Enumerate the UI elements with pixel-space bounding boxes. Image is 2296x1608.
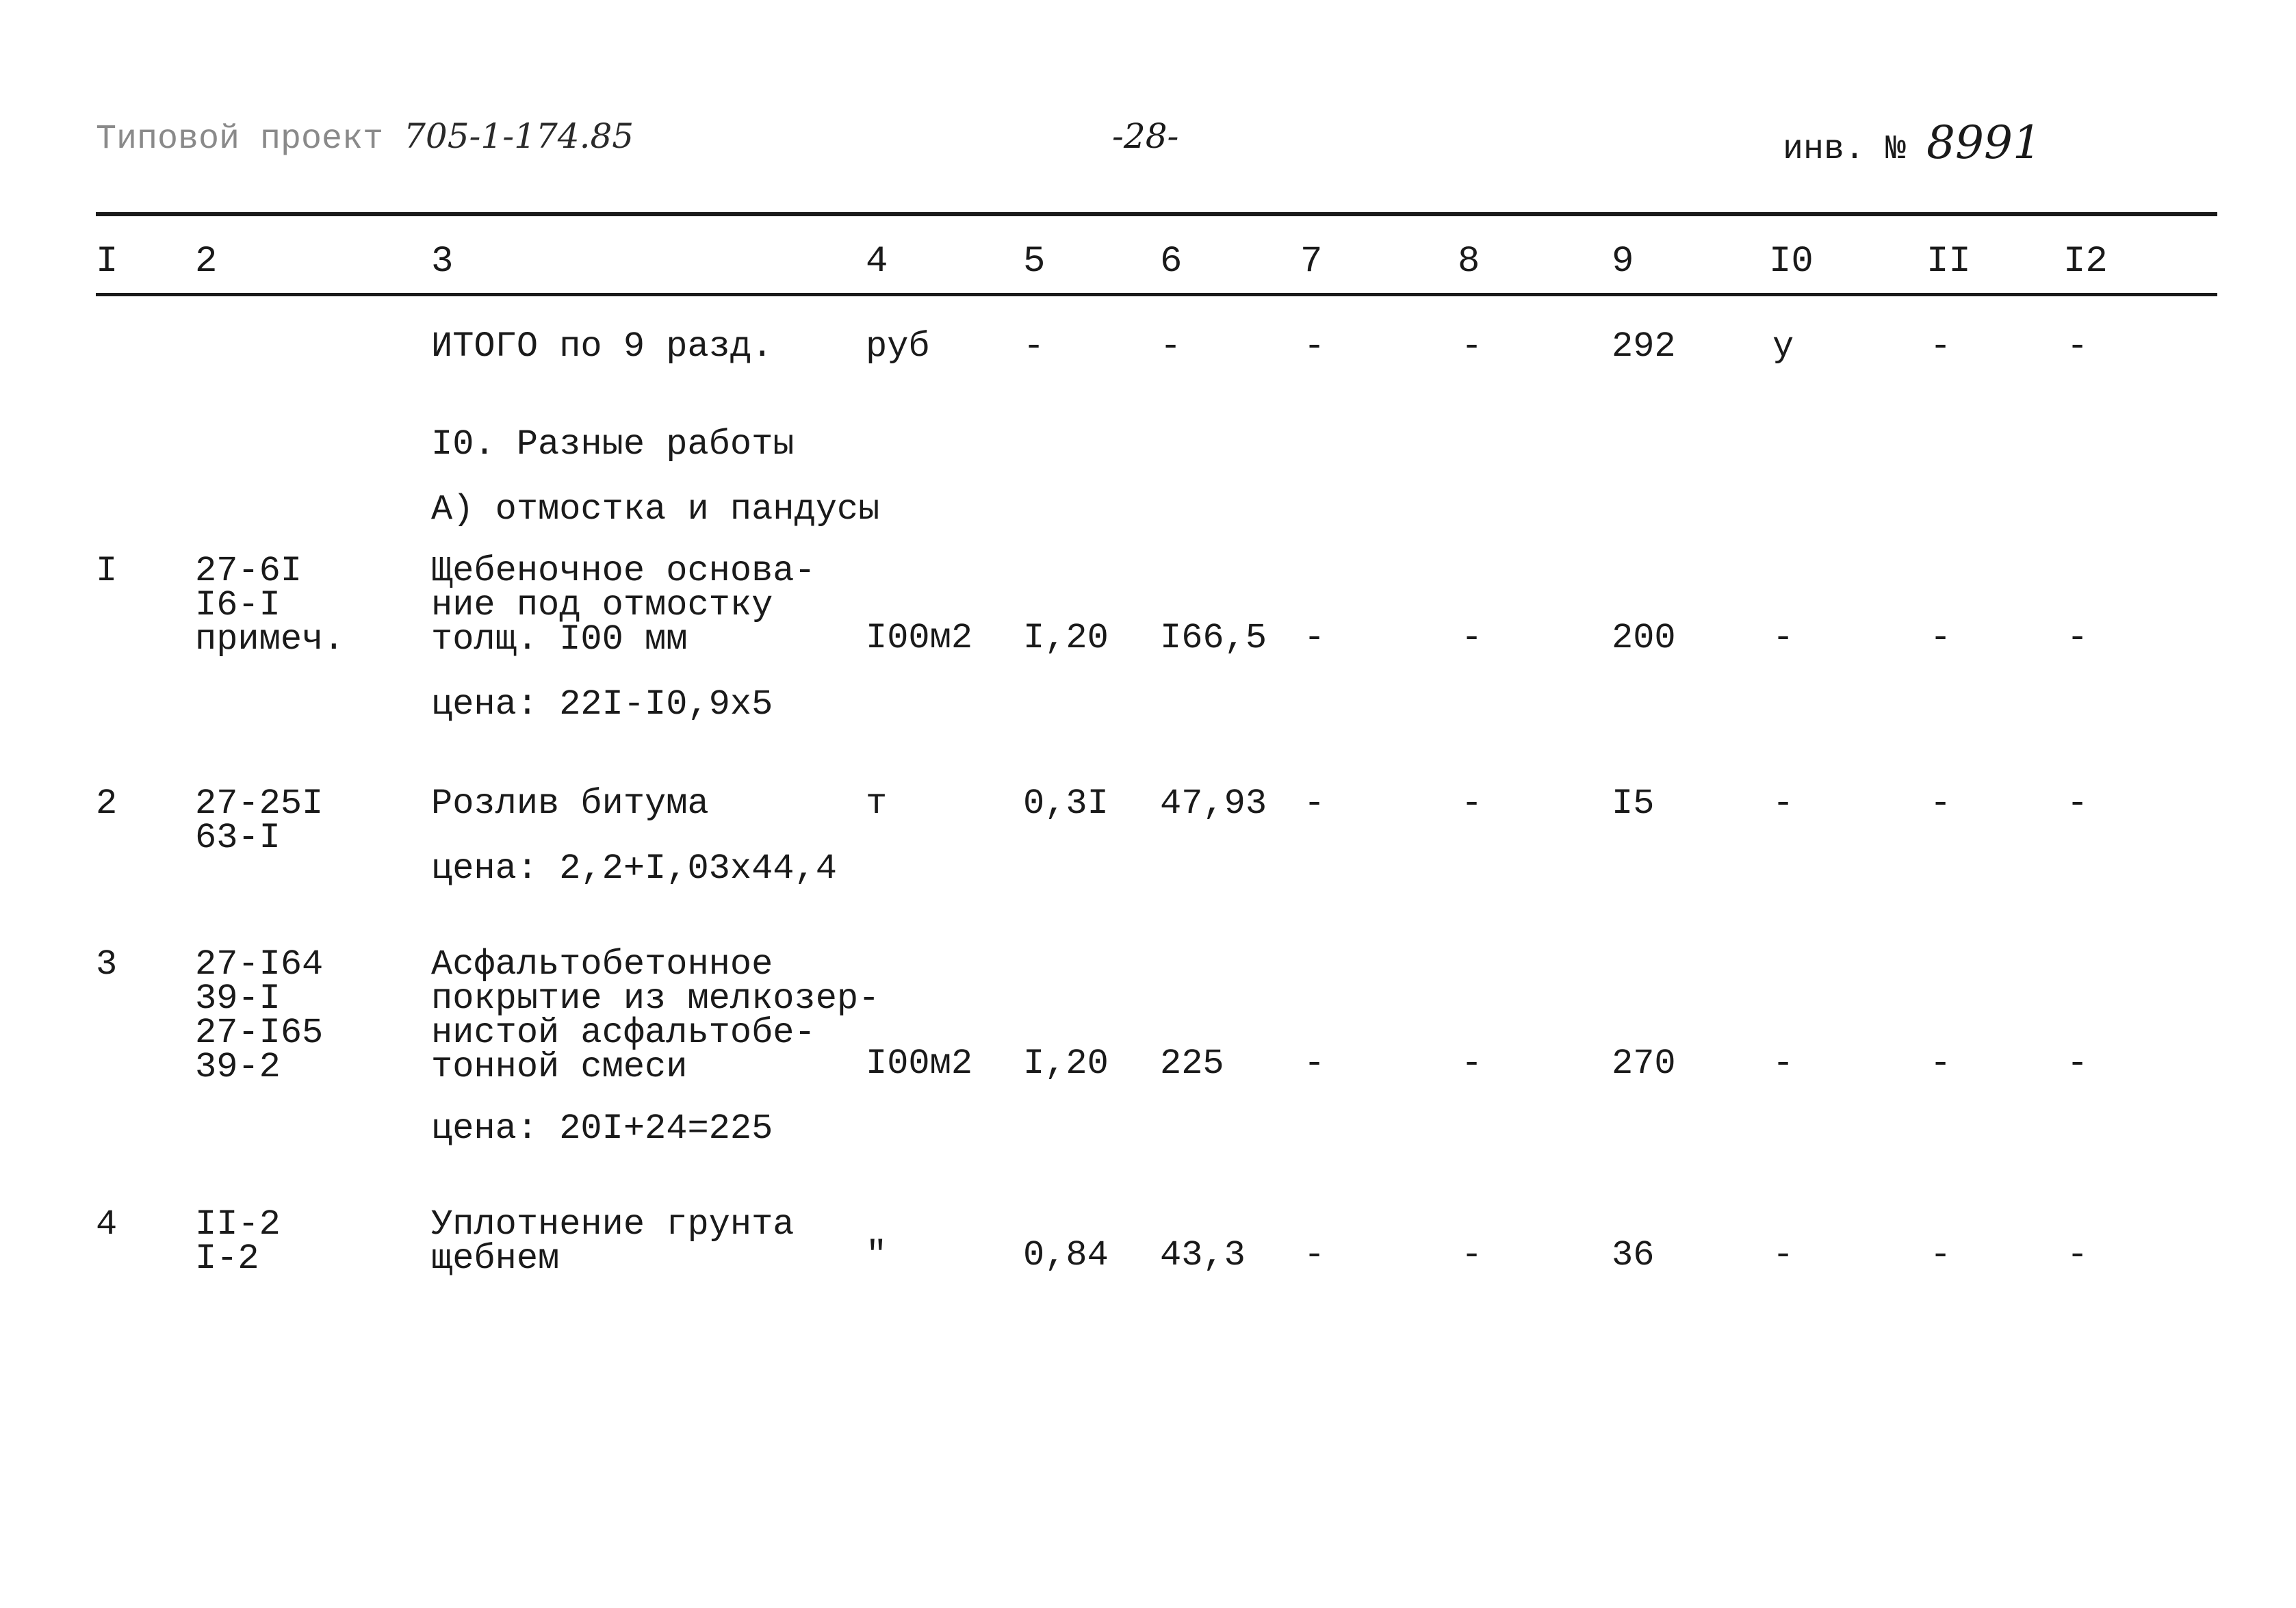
row-quantity: 0,84: [1023, 1235, 1109, 1275]
row-col12: -: [2067, 618, 2089, 658]
row-col9: 200: [1612, 618, 1676, 658]
row-price-note: цена: 2,2+I,03х44,4: [431, 848, 837, 889]
column-number-7: 7: [1300, 241, 1323, 283]
inventory-block: [1783, 116, 2041, 169]
row-code: 27-25I 63-I: [195, 783, 324, 858]
row-number: 3: [96, 944, 118, 985]
column-number-11: II: [1926, 241, 1971, 283]
row-col9: I5: [1612, 783, 1655, 824]
row-price: 47,93: [1160, 783, 1267, 824]
column-number-2: 2: [195, 241, 218, 283]
inventory-label: инв. №: [1783, 130, 1907, 169]
column-number-5: 5: [1023, 241, 1046, 283]
total-col6: -: [1160, 326, 1182, 367]
total-col8: -: [1461, 326, 1483, 367]
column-number-10: I0: [1769, 241, 1814, 283]
row-work-name: Щебеночное основа- ние под отмостку толщ. I00 мм: [431, 551, 816, 660]
row-code: II-2 I-2: [195, 1204, 281, 1279]
row-price: I66,5: [1160, 618, 1267, 658]
row-work-name: Асфальтобетонное покрытие из мелкозер- нистой асфальтобе- тонной смеси: [431, 944, 880, 1087]
row-col10: -: [1772, 618, 1794, 658]
project-number: 705-1-174.85: [404, 116, 634, 156]
row-col7: -: [1304, 1235, 1326, 1275]
table-top-rule: [96, 212, 2217, 216]
total-unit: руб: [866, 326, 930, 367]
column-number-4: 4: [866, 241, 888, 283]
row-col12: -: [2067, 1235, 2089, 1275]
total-col9: 292: [1612, 326, 1676, 367]
row-col8: -: [1461, 1235, 1483, 1275]
row-price-note: цена: 22I-I0,9х5: [431, 684, 773, 725]
column-number-3: 3: [431, 241, 454, 283]
row-col8: -: [1461, 618, 1483, 658]
row-number: 4: [96, 1204, 118, 1245]
page-number: -28-: [1112, 116, 1179, 156]
total-col5: -: [1023, 326, 1045, 367]
total-col7: -: [1304, 326, 1326, 367]
row-col9: 270: [1612, 1043, 1676, 1084]
row-col11: -: [1930, 783, 1952, 824]
row-code: 27-I64 39-I 27-I65 39-2: [195, 944, 324, 1087]
row-number: I: [96, 551, 118, 591]
row-col11: -: [1930, 1235, 1952, 1275]
row-col10: -: [1772, 1043, 1794, 1084]
total-col10: у: [1772, 326, 1794, 367]
project-label: Типовой проект: [96, 120, 384, 159]
row-price-note: цена: 20I+24=225: [431, 1108, 773, 1149]
section10-title: I0. Разные работы: [431, 424, 795, 465]
row-unit: т: [866, 783, 888, 824]
row-price: 225: [1160, 1043, 1224, 1084]
column-number-6: 6: [1160, 241, 1183, 283]
row-unit: I00м2: [866, 1043, 973, 1084]
row-col9: 36: [1612, 1235, 1655, 1275]
row-code: 27-6I I6-I примеч.: [195, 551, 345, 660]
row-col11: -: [1930, 1043, 1952, 1084]
subsection-title: А) отмостка и пандусы: [431, 489, 880, 530]
row-col8: -: [1461, 1043, 1483, 1084]
row-col7: -: [1304, 1043, 1326, 1084]
inventory-number: 8991: [1926, 116, 2042, 169]
row-col8: -: [1461, 783, 1483, 824]
row-col10: -: [1772, 783, 1794, 824]
row-number: 2: [96, 783, 118, 824]
row-col12: -: [2067, 783, 2089, 824]
row-unit: I00м2: [866, 618, 973, 658]
row-work-name: Уплотнение грунта щебнем: [431, 1204, 795, 1279]
column-number-12: I2: [2063, 241, 2108, 283]
row-col7: -: [1304, 783, 1326, 824]
project-label-block: [96, 116, 634, 159]
row-quantity: 0,3I: [1023, 783, 1109, 824]
row-col11: -: [1930, 618, 1952, 658]
row-unit: ": [866, 1235, 888, 1275]
row-work-name: Розлив битума: [431, 783, 709, 824]
row-quantity: I,20: [1023, 1043, 1109, 1084]
row-price: 43,3: [1160, 1235, 1246, 1275]
column-number-9: 9: [1612, 241, 1634, 283]
row-quantity: I,20: [1023, 618, 1109, 658]
column-number-1: I: [96, 241, 118, 283]
row-col10: -: [1772, 1235, 1794, 1275]
table-header-rule: [96, 293, 2217, 296]
total-col12: -: [2067, 326, 2089, 367]
row-col7: -: [1304, 618, 1326, 658]
column-number-8: 8: [1458, 241, 1480, 283]
row-col12: -: [2067, 1043, 2089, 1084]
total-name: ИТОГО по 9 разд.: [431, 326, 773, 367]
total-col11: -: [1930, 326, 1952, 367]
